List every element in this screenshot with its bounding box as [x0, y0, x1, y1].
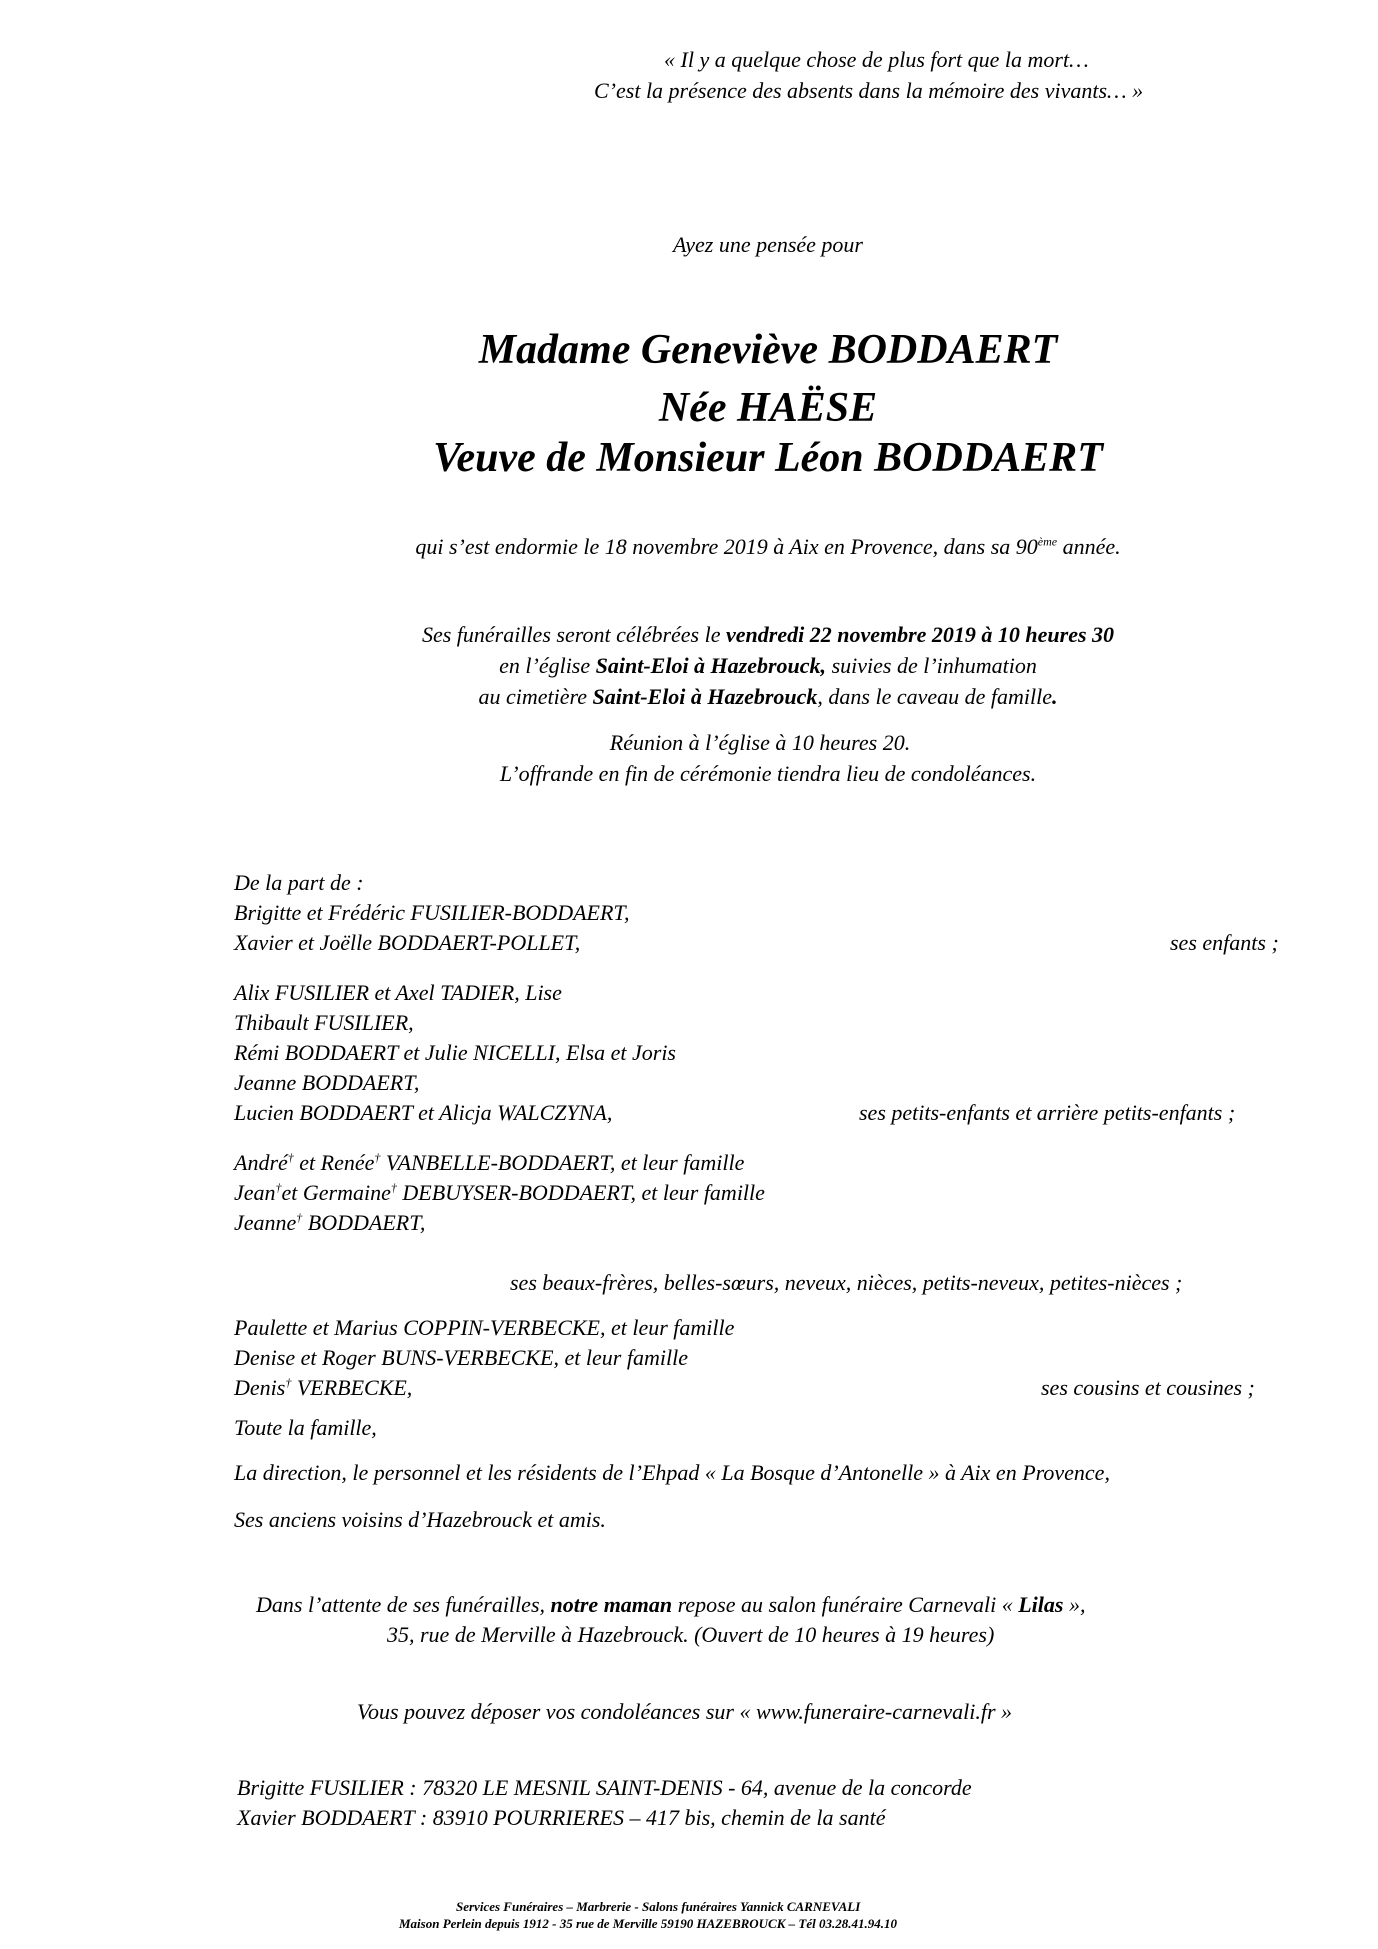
grandchild-1: Alix FUSILIER et Axel TADIER, Lise — [234, 980, 562, 1005]
cousins-role: ses cousins et cousines ; — [1041, 1375, 1255, 1400]
rest-end: », — [1063, 1592, 1086, 1617]
inlaw-1-family: VANBELLE-BODDAERT, et leur famille — [380, 1150, 745, 1175]
funeral-intro: Ses funérailles seront célébrées le — [421, 622, 726, 647]
death-notice-end: année. — [1057, 534, 1121, 559]
inlaw-2-name-b: et Germaine — [281, 1180, 391, 1205]
children-role: ses enfants ; — [1170, 930, 1279, 955]
neighbours-line: Ses anciens voisins d’Hazebrouck et amis. — [234, 1507, 606, 1532]
ehpad-line: La direction, le personnel et les résidents de l’Ehpad « La Bosque d’Antonelle » à Aix en Provence, — [234, 1460, 1110, 1485]
grandchild-2: Thibault FUSILIER, — [234, 1010, 414, 1035]
condolences-line: Vous pouvez déposer vos condoléances sur « www.funeraire-carnevali.fr » — [357, 1699, 1013, 1724]
footer-line-2: Maison Perlein depuis 1912 - 35 rue de Merville 59190 HAZEBROUCK – Tél 03.28.41.94.10 — [399, 1916, 897, 1931]
inlaw-1-name-b: et Renée — [293, 1150, 375, 1175]
funeral-cemetery: Saint-Eloi à Hazebrouck — [592, 684, 818, 709]
funeral-line-1 — [0, 620, 1378, 650]
cross-icon: † — [285, 1375, 292, 1390]
rest-salon-name: Lilas — [1018, 1592, 1064, 1617]
cross-icon: † — [287, 1150, 294, 1165]
rest-intro: Dans l’attente de ses funérailles, — [256, 1592, 551, 1617]
meeting-line-1: Réunion à l’église à 10 heures 20. — [609, 730, 911, 755]
funeral-cemetery-intro: au cimetière — [478, 684, 593, 709]
funeral-period: . — [1052, 684, 1058, 709]
epigraph-line-2: C’est la présence des absents dans la mémoire des vivants… » — [594, 78, 1144, 103]
funeral-line-3 — [0, 682, 1378, 712]
cousin-2: Denise et Roger BUNS-VERBECKE, et leur famille — [234, 1345, 688, 1370]
inlaw-1 — [234, 1148, 744, 1178]
funeral-vault: , dans le caveau de famille — [817, 684, 1053, 709]
ordinal-suffix: ème — [1037, 534, 1058, 549]
funeral-church-intro: en l’église — [499, 653, 596, 678]
intro-text: Ayez une pensée pour — [673, 232, 863, 257]
inlaw-1-name-a: André — [234, 1150, 288, 1175]
funeral-date: vendredi 22 novembre 2019 à 10 heures 30 — [726, 622, 1115, 647]
family-header: De la part de : — [234, 870, 364, 895]
cousin-3 — [234, 1373, 412, 1403]
grandchild-4: Jeanne BODDAERT, — [234, 1070, 420, 1095]
footer-line-1: Services Funéraires – Marbrerie - Salons funéraires Yannick CARNEVALI — [456, 1899, 861, 1914]
inlaw-2 — [234, 1178, 765, 1208]
rest-line-2: 35, rue de Merville à Hazebrouck. (Ouvert de 10 heures à 19 heures) — [387, 1622, 995, 1647]
grandchildren-role: ses petits-enfants et arrière petits-enfants ; — [859, 1100, 1236, 1125]
cross-icon: † — [374, 1150, 381, 1165]
grandchild-3: Rémi BODDAERT et Julie NICELLI, Elsa et Joris — [234, 1040, 676, 1065]
meeting-line-2: L’offrande en fin de cérémonie tiendra lieu de condoléances. — [499, 761, 1037, 786]
cousin-3-name: Denis — [234, 1375, 286, 1400]
inlaw-2-family: DEBUYSER-BODDAERT, et leur famille — [396, 1180, 765, 1205]
address-1: Brigitte FUSILIER : 78320 LE MESNIL SAINT-DENIS - 64, avenue de la concorde — [237, 1775, 972, 1800]
cousin-3-family: VERBECKE, — [291, 1375, 413, 1400]
deceased-birth-name: Née HAËSE — [658, 385, 878, 431]
rest-mother: notre maman — [550, 1592, 673, 1617]
death-notice-text: qui s’est endormie le 18 novembre 2019 à Aix en Provence, dans sa 90 — [415, 534, 1038, 559]
inlaw-3 — [234, 1208, 425, 1238]
funeral-burial-intro: suivies de l’inhumation — [826, 653, 1037, 678]
cousin-1: Paulette et Marius COPPIN-VERBECKE, et leur famille — [234, 1315, 735, 1340]
grandchild-5: Lucien BODDAERT et Alicja WALCZYNA, — [234, 1100, 613, 1125]
inlaw-3-family: BODDAERT, — [302, 1210, 426, 1235]
inlaws-role: ses beaux-frères, belles-sœurs, neveux, nièces, petits-neveux, petites-nièces ; — [510, 1270, 1183, 1295]
funeral-line-2 — [0, 651, 1378, 681]
inlaw-3-name: Jeanne — [234, 1210, 297, 1235]
inlaw-2-name-a: Jean — [234, 1180, 276, 1205]
rest-salon: repose au salon funéraire Carnevali « — [672, 1592, 1019, 1617]
death-notice — [0, 532, 1378, 562]
rest-line-1 — [256, 1590, 1085, 1620]
address-2: Xavier BODDAERT : 83910 POURRIERES – 417 bis, chemin de la santé — [237, 1805, 886, 1830]
epigraph-line-1: « Il y a quelque chose de plus fort que la mort… — [664, 47, 1089, 72]
cross-icon: † — [275, 1180, 282, 1195]
all-family: Toute la famille, — [234, 1415, 377, 1440]
cross-icon: † — [296, 1210, 303, 1225]
child-2: Xavier et Joëlle BODDAERT-POLLET, — [234, 930, 581, 955]
child-1: Brigitte et Frédéric FUSILIER-BODDAERT, — [234, 900, 630, 925]
deceased-name: Madame Geneviève BODDAERT — [478, 327, 1058, 373]
funeral-church: Saint-Eloi à Hazebrouck, — [595, 653, 827, 678]
deceased-widow-of: Veuve de Monsieur Léon BODDAERT — [433, 435, 1103, 481]
cross-icon: † — [390, 1180, 397, 1195]
